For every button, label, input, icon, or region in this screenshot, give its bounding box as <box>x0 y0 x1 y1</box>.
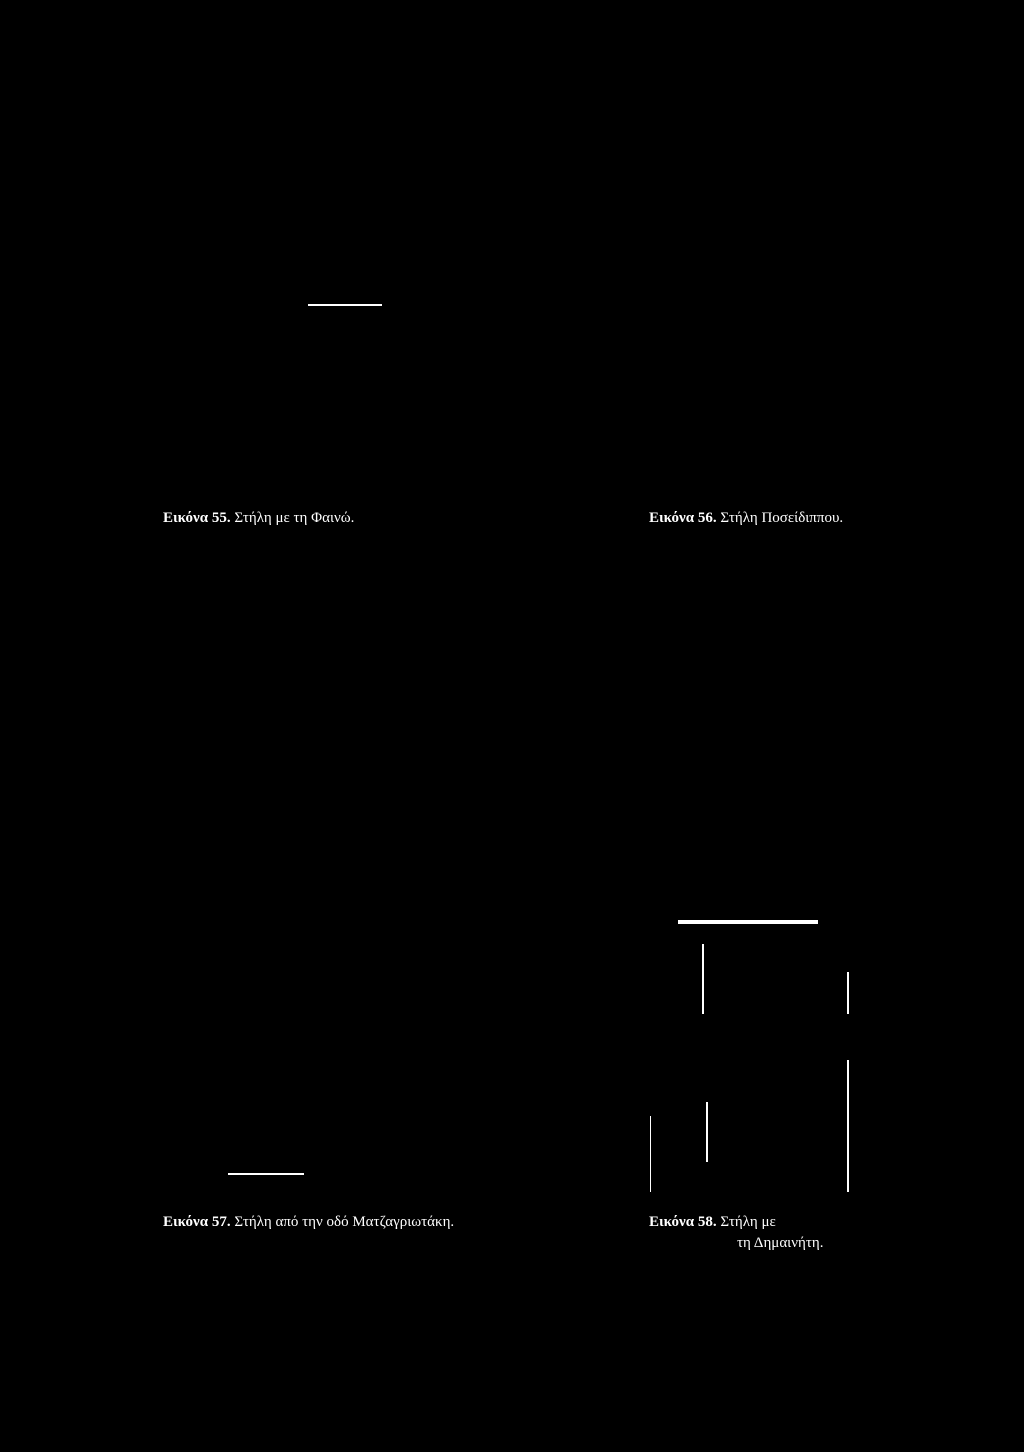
figure-58-left-edge-upper <box>702 944 704 1014</box>
figure-58-outer-left-edge <box>650 1116 651 1192</box>
figure-57-photo <box>150 560 500 1200</box>
figure-58-caption <box>649 1213 776 1232</box>
figure-55-label: Εικόνα 55. <box>163 510 231 526</box>
figure-55-photo <box>150 60 390 500</box>
figure-57-label: Εικόνα 57. <box>163 1214 231 1230</box>
figure-56-text: Στήλη Ποσείδιππου. <box>720 510 844 526</box>
figure-55-top-edge <box>308 304 382 306</box>
figure-58-label: Εικόνα 58. <box>649 1214 717 1230</box>
figure-56-label: Εικόνα 56. <box>649 510 717 526</box>
figure-58-right-edge-lower <box>847 1060 849 1192</box>
figure-56-photo <box>640 60 880 500</box>
figure-57-text: Στήλη από την οδό Ματζαγριωτάκη. <box>234 1214 455 1230</box>
figure-55-text: Στήλη με τη Φαινώ. <box>234 510 355 526</box>
figure-58-text: Στήλη με <box>720 1214 776 1230</box>
figure-58-left-edge-lower <box>706 1102 708 1162</box>
figure-58-photo <box>640 900 860 1200</box>
figure-56-caption <box>649 509 843 528</box>
figure-58-top-edge <box>678 920 818 924</box>
figure-58-caption-line2 <box>737 1234 823 1253</box>
figure-57-base-edge <box>228 1173 304 1175</box>
figure-58-text-line2: τη Δημαινήτη. <box>737 1235 824 1251</box>
figure-55-caption <box>163 509 354 528</box>
figure-57-caption <box>163 1213 454 1232</box>
figure-58-right-edge-upper <box>847 972 849 1014</box>
